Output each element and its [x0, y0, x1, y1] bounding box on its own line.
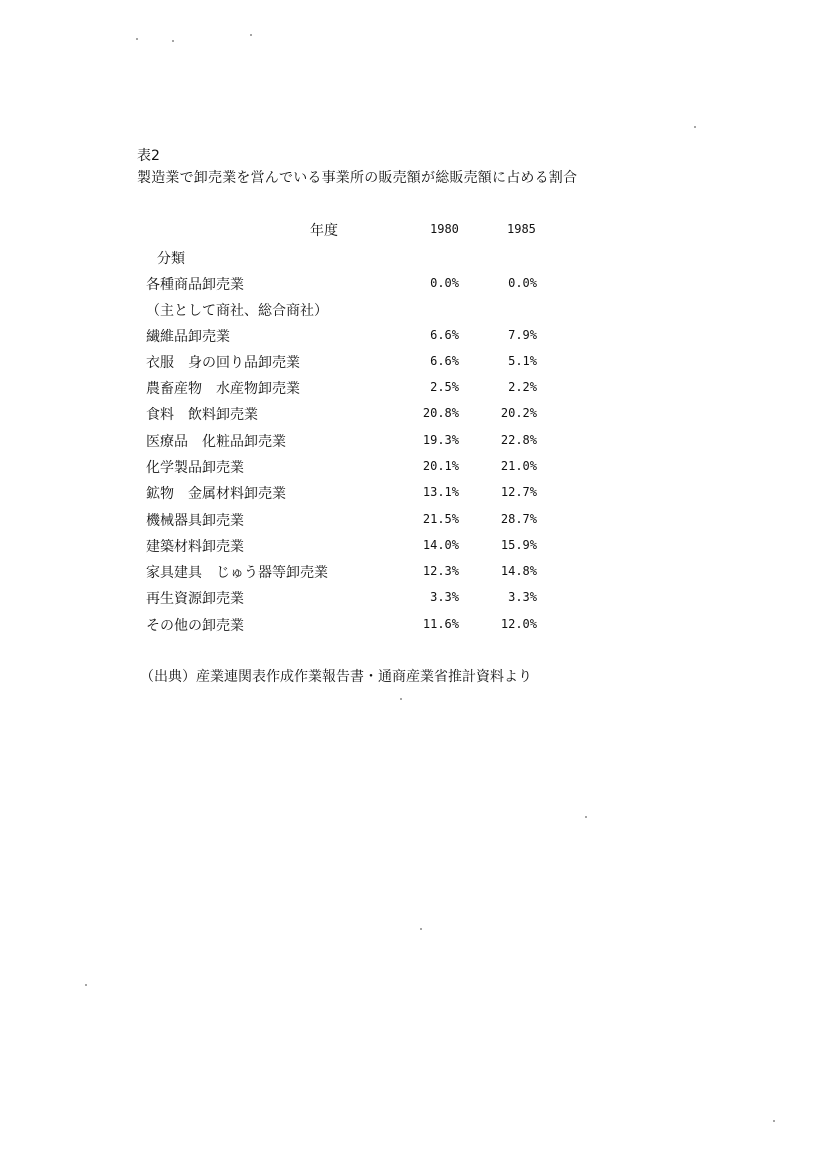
category-header-label: 分類 [157, 251, 185, 267]
scan-speck [136, 38, 138, 40]
row-value-1980: 0.0% [430, 276, 459, 290]
scan-speck [585, 816, 587, 818]
row-label: 医療品 化粧品卸売業 [146, 434, 286, 450]
year-header-1985: 1985 [507, 222, 536, 236]
row-value-1980: 13.1% [422, 485, 459, 499]
row-label: 各種商品卸売業 [146, 277, 244, 293]
table-title: 製造業で卸売業を営んでいる事業所の販売額が総販売額に占める割合 [137, 170, 578, 186]
scan-speck [85, 984, 87, 986]
row-label: 鉱物 金属材料卸売業 [146, 486, 286, 502]
row-value-1985: 28.7% [500, 512, 537, 526]
row-label: 農畜産物 水産物卸売業 [146, 381, 300, 397]
row-label: （主として商社、総合商社） [146, 303, 328, 319]
row-label: 食料 飲料卸売業 [146, 407, 258, 423]
scan-speck [420, 928, 422, 930]
row-value-1985: 0.0% [508, 276, 537, 290]
row-value-1985: 14.8% [500, 564, 537, 578]
row-value-1980: 19.3% [422, 433, 459, 447]
row-value-1980: 6.6% [430, 354, 459, 368]
row-label: 再生資源卸売業 [146, 591, 244, 607]
row-label: 機械器具卸売業 [146, 513, 244, 529]
scan-speck [172, 40, 174, 42]
row-label: 繊維品卸売業 [146, 329, 230, 345]
year-header-label: 年度 [310, 223, 338, 239]
row-value-1985: 2.2% [508, 380, 537, 394]
row-value-1980: 20.1% [422, 459, 459, 473]
row-label: 化学製品卸売業 [146, 460, 244, 476]
scan-speck [694, 126, 696, 128]
row-value-1980: 14.0% [422, 538, 459, 552]
year-header-1980: 1980 [430, 222, 459, 236]
row-label: その他の卸売業 [146, 618, 244, 634]
row-value-1985: 3.3% [508, 590, 537, 604]
row-value-1985: 20.2% [500, 406, 537, 420]
row-value-1985: 22.8% [500, 433, 537, 447]
scan-speck [773, 1120, 775, 1122]
row-value-1985: 15.9% [500, 538, 537, 552]
row-value-1980: 20.8% [422, 406, 459, 420]
row-value-1980: 3.3% [430, 590, 459, 604]
row-value-1980: 2.5% [430, 380, 459, 394]
row-label: 家具建具 じゅう器等卸売業 [146, 565, 328, 581]
row-value-1980: 21.5% [422, 512, 459, 526]
row-value-1980: 12.3% [422, 564, 459, 578]
row-value-1985: 21.0% [500, 459, 537, 473]
row-value-1980: 6.6% [430, 328, 459, 342]
row-value-1985: 12.0% [500, 617, 537, 631]
row-value-1980: 11.6% [422, 617, 459, 631]
row-value-1985: 5.1% [508, 354, 537, 368]
source-note: （出典）産業連関表作成作業報告書・通商産業省推計資料より [140, 669, 532, 685]
row-value-1985: 7.9% [508, 328, 537, 342]
row-label: 衣服 身の回り品卸売業 [146, 355, 300, 371]
row-value-1985: 12.7% [500, 485, 537, 499]
scan-speck [400, 698, 402, 700]
row-label: 建築材料卸売業 [146, 539, 244, 555]
scan-speck [250, 34, 252, 36]
table-label: 表2 [137, 148, 160, 164]
